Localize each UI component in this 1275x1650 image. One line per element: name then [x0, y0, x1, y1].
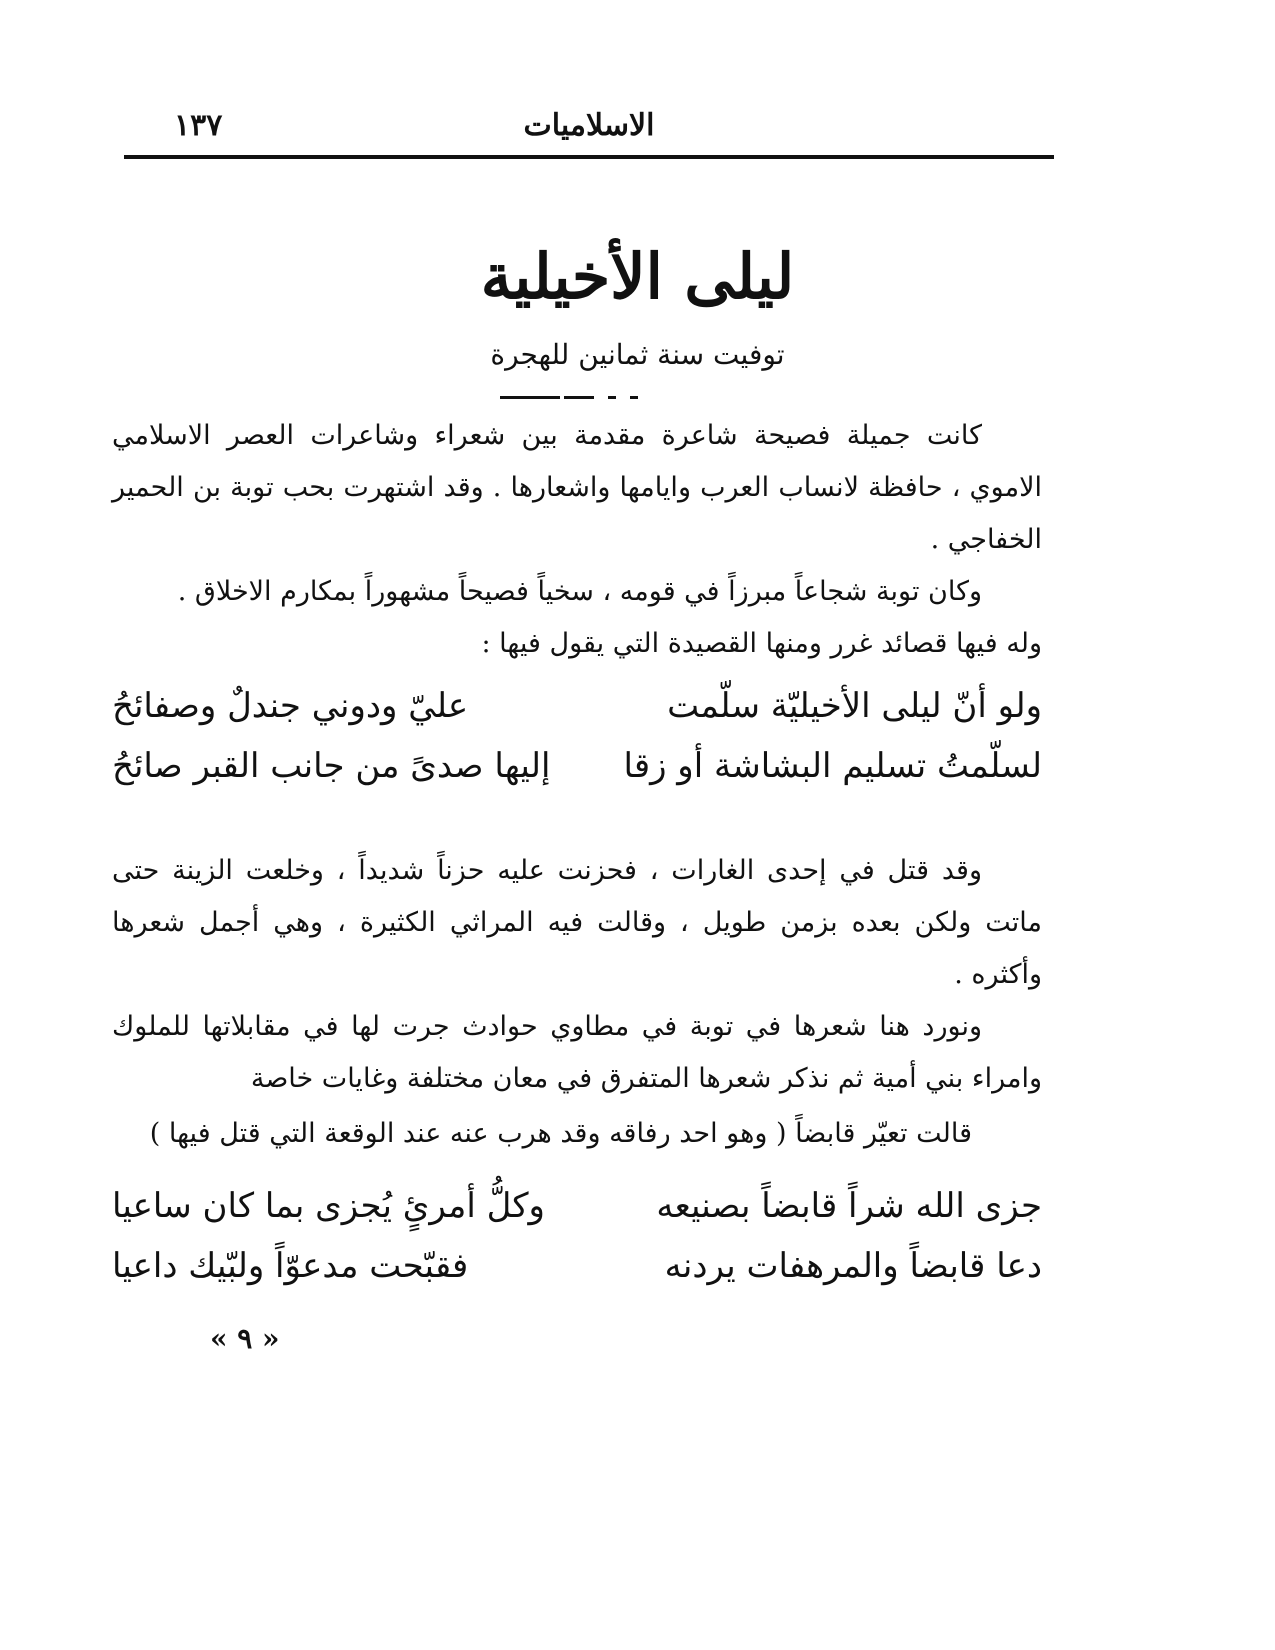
narrative-paragraph: وقد قتل في إحدى الغارات ، فحزنت عليه حزناً شديداً ، وخلعت الزينة حتى ماتت ولكن بعده بزمن طويل ، وقالت فيه المراثي الكثيرة ، وهي أجمل شعرها وأكثره .: [112, 855, 1042, 990]
page-number: ١٣٧: [174, 108, 223, 143]
biography-paragraph: وكان توبة شجاعاً مبرزاً في قومه ، سخياً فصيحاً مشهوراً بمكارم الاخلاق .: [177, 576, 982, 607]
verse-block: [112, 686, 1042, 806]
verse-line: [112, 1186, 1042, 1246]
verse-first-hemistich: ولو أنّ ليلى الأخيليّة سلّمت: [667, 686, 1042, 726]
signature-mark: « ٩ »: [210, 1322, 280, 1355]
running-header-title: الاسلاميات: [523, 108, 655, 143]
biography-section: [112, 410, 1042, 670]
poem-intro-line: قالت تعيّر قابضاً ( وهو احد رفاقه وقد هرب عنه عند الوقعة التي قتل فيها ): [149, 1118, 972, 1149]
running-header: [124, 100, 1054, 150]
verse-second-hemistich: وكلُّ أمرئٍ يُجزى بما كان ساعيا: [112, 1186, 545, 1226]
verse-second-hemistich: إليها صدىً من جانب القبر صائحُ: [112, 746, 551, 786]
ornament-dash: [564, 396, 594, 399]
verse-block: [112, 1186, 1042, 1306]
verse-line: [112, 746, 1042, 806]
ornament-dash: [500, 396, 560, 399]
header-rule: [124, 155, 1054, 159]
verse-line: [112, 686, 1042, 746]
poet-subtitle: توفيت سنة ثمانين للهجرة: [490, 338, 785, 371]
narrative-paragraph: ونورد هنا شعرها في توبة في مطاوي حوادث جرت لها في مقابلاتها للملوك وامراء بني أمية ثم نذكر شعرها المتفرق في معان مختلفة وغايات خاصة: [112, 1011, 1042, 1094]
ornament-dash: [608, 396, 616, 399]
biography-paragraph: وله فيها قصائد غرر ومنها القصيدة التي يقول فيها :: [481, 628, 1042, 659]
verse-second-hemistich: فقبّحت مدعوّاً ولبّيك داعيا: [112, 1246, 469, 1286]
verse-first-hemistich: لسلّمتُ تسليم البشاشة أو زقا: [623, 746, 1042, 786]
verse-first-hemistich: جزى الله شراً قابضاً بصنيعه: [656, 1186, 1042, 1226]
ornament-divider: [500, 396, 650, 399]
verse-first-hemistich: دعا قابضاً والمرهفات يردنه: [664, 1246, 1042, 1286]
narrative-section: [112, 845, 1042, 1105]
verse-second-hemistich: عليّ ودوني جندلٌ وصفائحُ: [112, 686, 469, 726]
biography-paragraph: كانت جميلة فصيحة شاعرة مقدمة بين شعراء وشاعرات العصر الاسلامي الاموي ، حافظة لانساب العرب وايامها واشعارها . وقد اشتهرت بحب توبة بن الحمير الخفاجي .: [112, 420, 1042, 555]
verse-line: [112, 1246, 1042, 1306]
poet-title: ليلى الأخيلية: [480, 240, 795, 313]
ornament-dash: [630, 396, 638, 399]
